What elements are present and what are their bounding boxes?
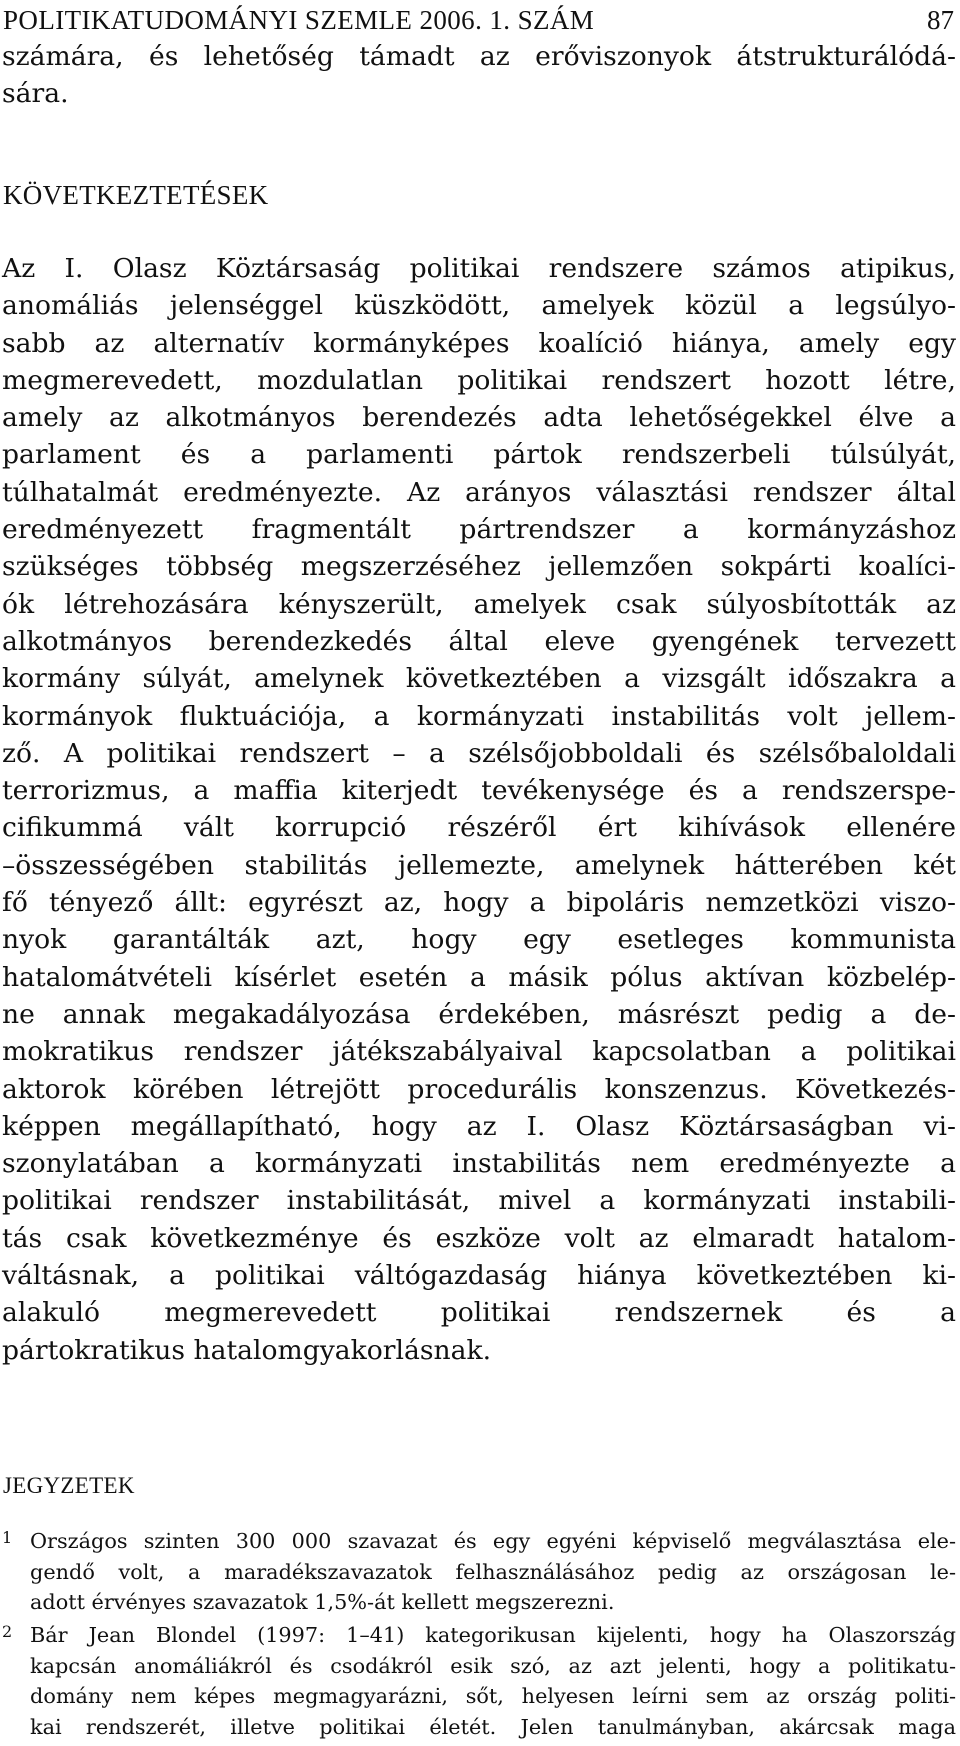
text-line: sára.	[2, 78, 69, 110]
text-line: hatalomátvételi kísérlet esetén a másik pólus aktívan közbelép-	[2, 961, 956, 993]
section-heading-notes: JEGYZETEK	[3, 1473, 135, 1498]
text-line: sabb az alternatív kormányképes koalíció hiánya, amely egy	[2, 327, 956, 359]
text-line: nyok garantálták azt, hogy egy esetleges kommunista	[2, 924, 956, 956]
footnote-line: kapcsán anomáliákról és csodákról esik szó, az azt jelenti, hogy a politikatu-	[30, 1653, 956, 1678]
text-line: amely az alkotmányos berendezés adta lehetőségekkel élve a	[2, 402, 956, 434]
text-line: ző. A politikai rendszert – a szélsőjobboldali és szélsőbaloldali	[2, 737, 956, 769]
text-line: eredményezett fragmentált pártrendszer a kormányzáshoz	[2, 514, 956, 546]
text-line: anomáliás jelenséggel küszködött, amelyek közül a legsúlyo-	[2, 290, 956, 322]
intro-paragraph	[2, 38, 956, 113]
text-line: ne annak megakadályozása érdekében, másrészt pedig a de-	[2, 998, 956, 1030]
conclusions-paragraph	[2, 250, 956, 1369]
footnote-2	[2, 1620, 956, 1742]
text-line: fő tényező állt: egyrészt az, hogy a bipoláris nemzetközi viszo-	[2, 887, 956, 919]
page-number: 87	[927, 5, 954, 35]
text-line: pártokratikus hatalomgyakorlásnak.	[2, 1334, 492, 1366]
text-line: kormányok fluktuációja, a kormányzati instabilitás volt jellem-	[2, 700, 956, 732]
text-line: ók létrehozására kényszerült, amelyek csak súlyosbították az	[2, 588, 956, 620]
text-line: képpen megállapítható, hogy az I. Olasz Köztársaságban vi-	[2, 1110, 956, 1142]
journal-title: POLITIKATUDOMÁNYI SZEMLE 2006. 1. SZÁM	[3, 5, 595, 35]
text-line: Az I. Olasz Köztársaság politikai rendszere számos atipikus,	[2, 253, 956, 284]
footnote-line: Országos szinten 300 000 szavazat és egy egyéni képviselő megválasztása ele-	[30, 1529, 956, 1553]
footnote-line: Bár Jean Blondel (1997: 1–41) kategorikusan kijelenti, hogy ha Olaszország	[30, 1623, 956, 1647]
footnote-line: kai rendszerét, illetve politikai életét. Jelen tanulmányban, akárcsak maga	[30, 1714, 956, 1739]
text-line: terrorizmus, a maffia kiterjedt tevékenysége és a rendszerspe-	[2, 775, 956, 807]
text-line: váltásnak, a politikai váltógazdaság hiánya következtében ki-	[2, 1260, 956, 1292]
text-line: túlhatalmát eredményezte. Az arányos választási rendszer által	[2, 476, 956, 508]
footnote-line: gendő volt, a maradékszavazatok felhasználásához pedig az országosan le-	[30, 1559, 956, 1584]
text-line: számára, és lehetőség támadt az erőviszonyok átstrukturálódá-	[2, 41, 956, 72]
footnote-marker: 1	[2, 1528, 13, 1547]
running-head	[0, 2, 956, 42]
text-line: alakuló megmerevedett politikai rendszernek és a	[2, 1297, 956, 1329]
footnote-marker: 2	[2, 1622, 13, 1641]
text-line: szonylatában a kormányzati instabilitás nem eredményezte a	[2, 1148, 956, 1180]
footnote-1	[2, 1526, 956, 1618]
text-line: tás csak következménye és eszköze volt az elmaradt hatalom-	[2, 1222, 956, 1254]
text-line: alkotmányos berendezkedés által eleve gyengének tervezett	[2, 625, 956, 657]
text-line: kormány súlyát, amelynek következtében a vizsgált időszakra a	[2, 663, 956, 695]
text-line: aktorok körében létrejött procedurális konszenzus. Következés-	[2, 1073, 956, 1105]
text-line: cifikummá vált korrupció részéről ért kihívások ellenére	[2, 812, 956, 844]
text-line: szükséges többség megszerzéséhez jellemzően sokpárti koalíci-	[2, 551, 956, 583]
text-line: mokratikus rendszer játékszabályaival kapcsolatban a politikai	[2, 1036, 956, 1068]
footnote-line: domány nem képes megmagyarázni, sőt, helyesen leírni sem az ország politi-	[30, 1684, 956, 1708]
text-line: megmerevedett, mozdulatlan politikai rendszert hozott létre,	[2, 364, 956, 396]
text-line: –összességében stabilitás jellemezte, amelynek hátterében két	[2, 849, 956, 881]
text-line: politikai rendszer instabilitását, mivel a kormányzati instabili-	[2, 1185, 956, 1217]
footnote-line: adott érvényes szavazatok 1,5%-át kellett megszerezni.	[30, 1590, 615, 1614]
section-heading-conclusions: KÖVETKEZTETÉSEK	[3, 180, 269, 210]
text-line: parlament és a parlamenti pártok rendszerbeli túlsúlyát,	[2, 439, 956, 471]
